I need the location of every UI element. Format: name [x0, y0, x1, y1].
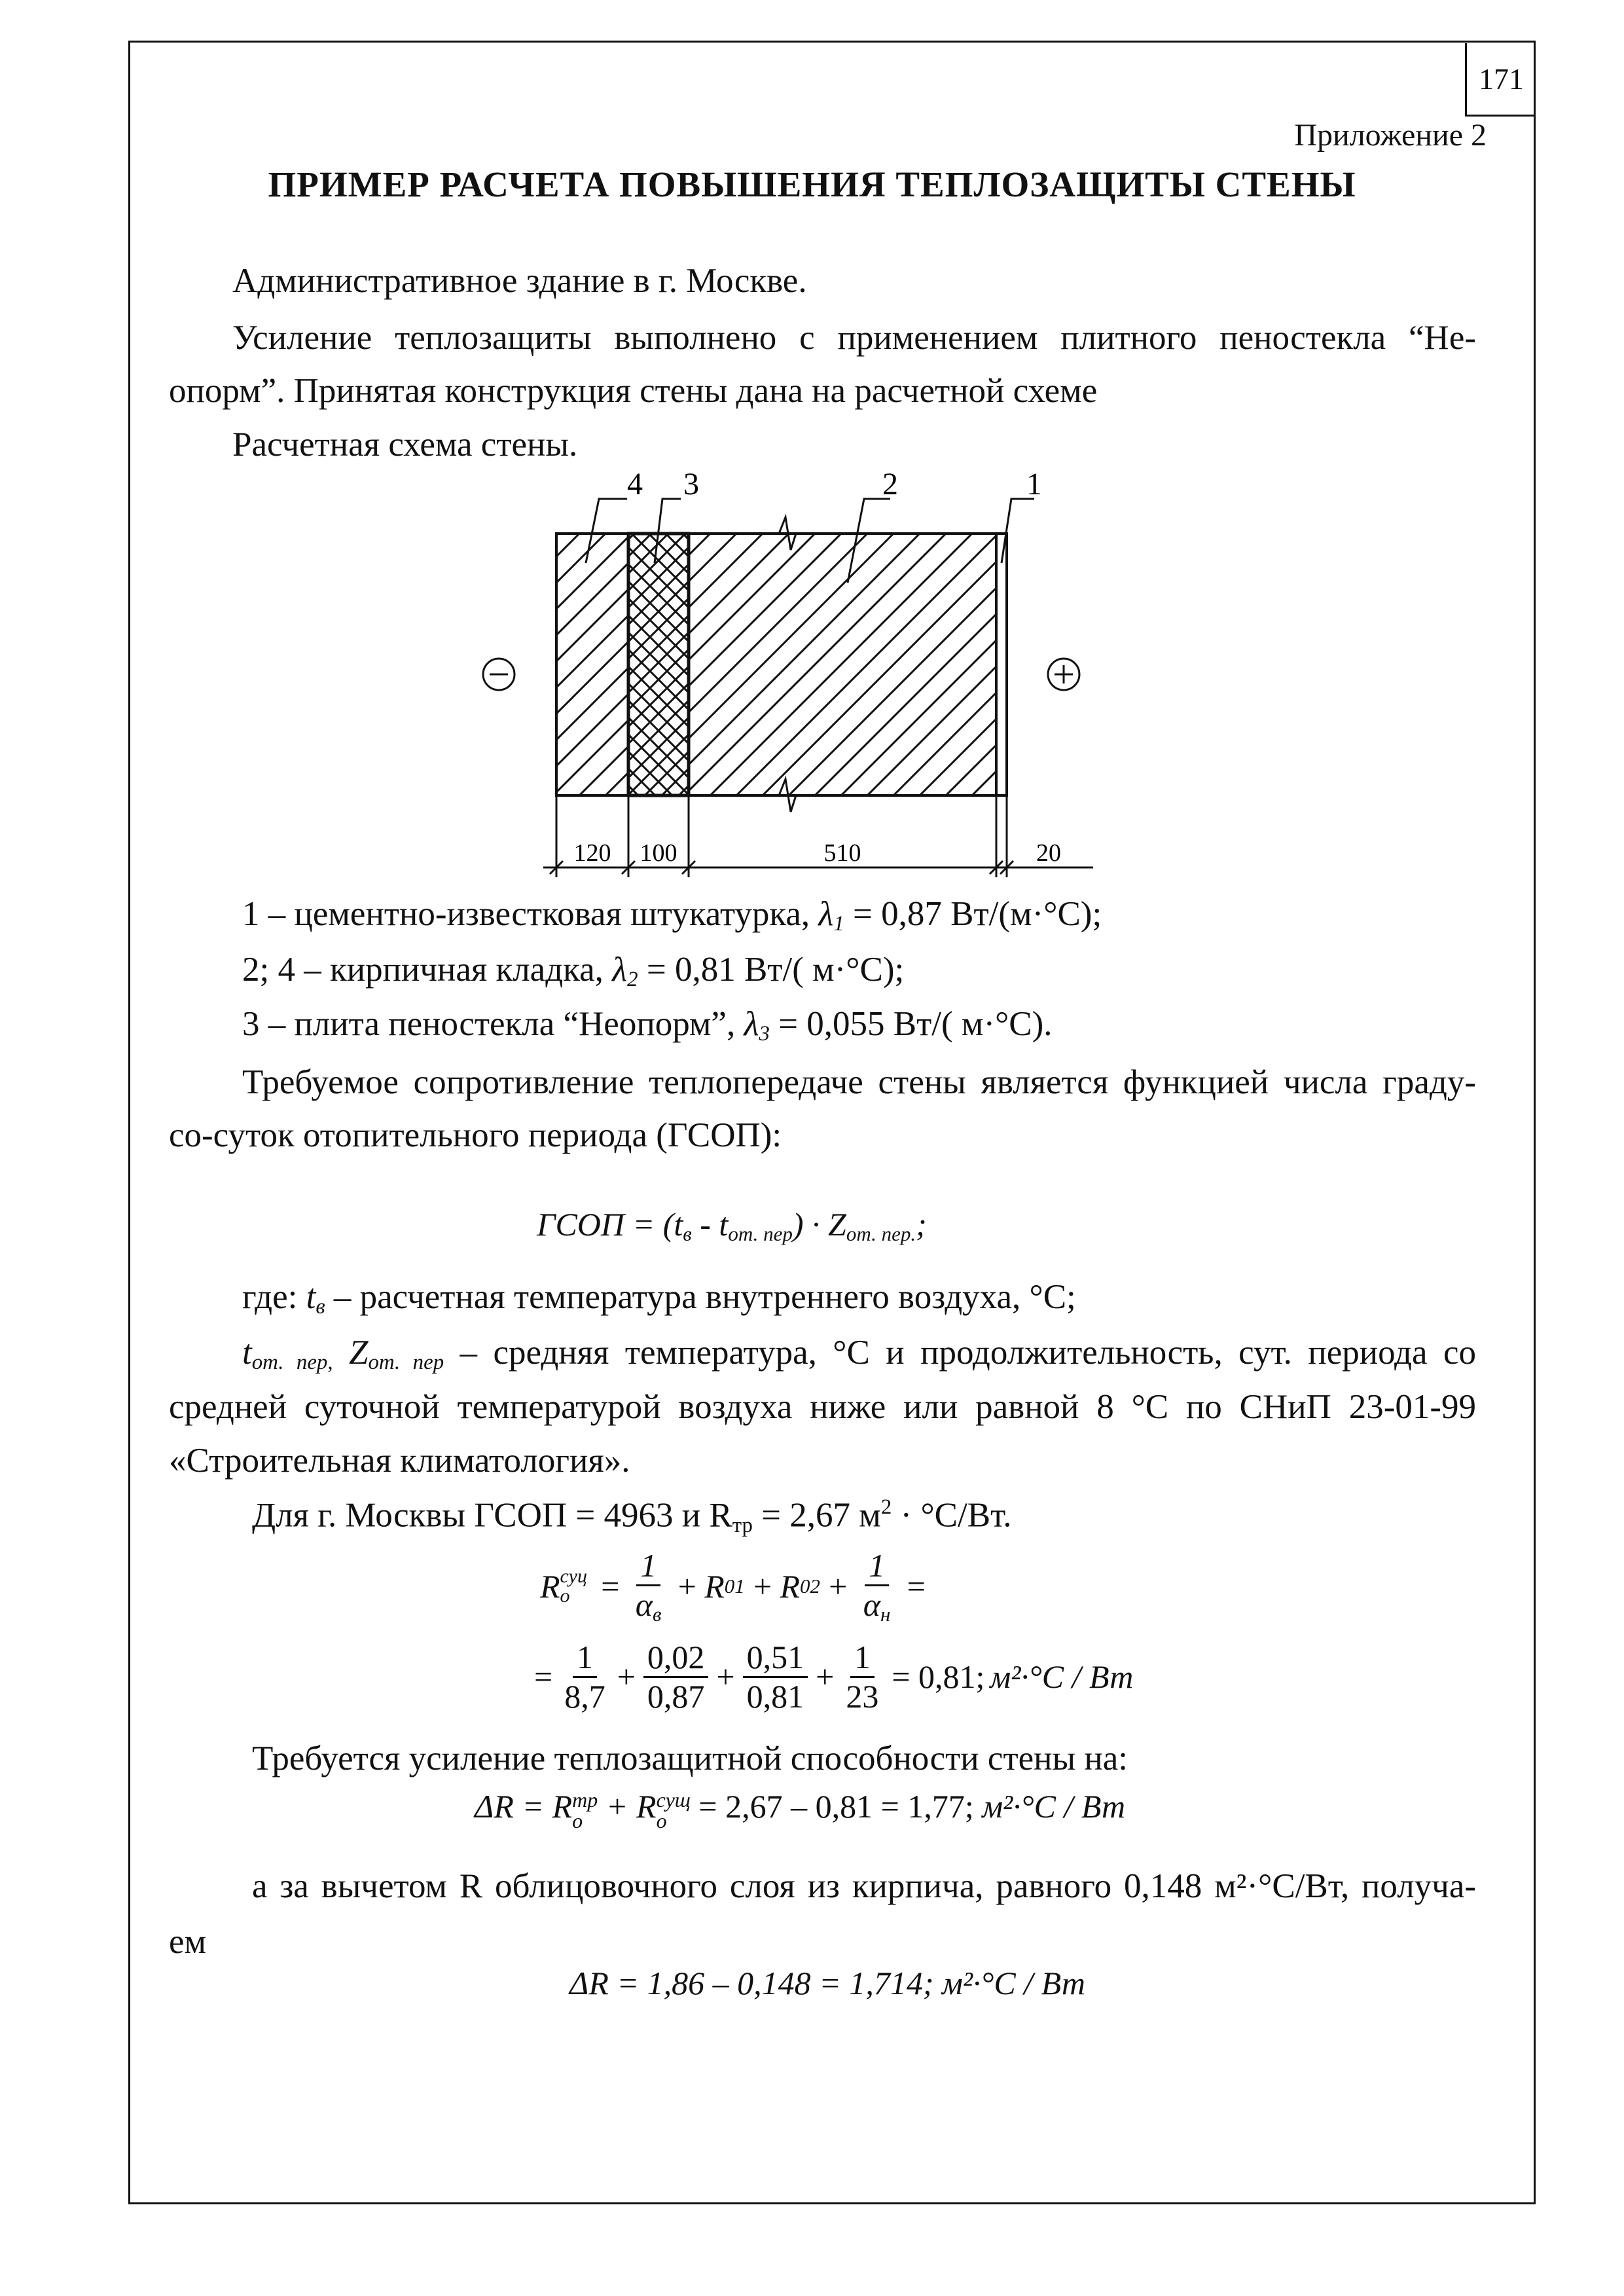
- dim-100: 100: [640, 839, 677, 867]
- where-line-1: где: $t_в$ – расчетная температура внутреннего воздуха, °С;: [242, 1278, 1076, 1319]
- label-layer-3: 3: [683, 467, 699, 501]
- r-formula-line-2: = $\frac{1}{8,7}$ + $\frac{0,02}{0,87}$ + $\frac{0,51}{0,81}$ + $\frac{1}{23}$ = 0,81; м²·°С / Вт: [534, 1639, 1134, 1715]
- layer-2-desc: 2; 4 – кирпичная кладка, $\lambda_2 = 0,81$ Вт/( м·°С);: [242, 951, 905, 992]
- where-line-4: «Строительная климатология».: [169, 1442, 630, 1480]
- dim-20: 20: [1036, 839, 1061, 867]
- wall-scheme-diagram: [471, 458, 1100, 877]
- layer-1-plaster: [996, 534, 1007, 795]
- gsop-formula: ГСОП = $(t_в - t_{от. пер}) \cdot Z_{от. пер.}$;: [537, 1206, 927, 1245]
- where-line-2: $t_{от. пер,}$ $Z_{от. пер}$ – средняя температура, °С и продолжительность, сут. периода со: [242, 1334, 1476, 1375]
- page-number: 171: [1465, 43, 1536, 117]
- page-title: ПРИМЕР РАСЧЕТА ПОВЫШЕНИЯ ТЕПЛОЗАЩИТЫ СТЕНЫ: [268, 164, 1356, 204]
- layer-2-brick: [689, 534, 996, 795]
- intro-line-2b: опорм”. Принятая конструкция стены дана на расчетной схеме: [169, 372, 1098, 410]
- dim-510: 510: [823, 839, 861, 867]
- delta-formula: ΔR = R тр о + R сущ о = 2,67 – 0,81 = 1,77; м²·°С / Вт: [475, 1787, 1126, 1832]
- layer-4-brick: [556, 534, 628, 795]
- layer-3-foamglass: [628, 534, 689, 795]
- dim-120: 120: [573, 839, 611, 867]
- intro-line-1: Административное здание в г. Москве.: [232, 262, 807, 300]
- final-formula: ΔR = 1,86 – 0,148 = 1,714; м²·°С / Вт: [569, 1965, 1085, 2001]
- after-line-1: а за вычетом R облицовочного слоя из кирпича, равного 0,148 м²·°С/Вт, получа-: [252, 1867, 1476, 1905]
- appendix-label: Приложение 2: [1294, 118, 1487, 153]
- r-formula-line-1: R суц о = $\frac{1}{\alpha_в}$ + R 01 + R 02 + $\frac{1}{\alpha_н}$ =: [540, 1547, 928, 1626]
- moscow-line: Для г. Москвы ГСОП = 4963 и $R_{тр} = 2,67$ $м^2 \cdot ^\circ С/Вт$.: [252, 1495, 1012, 1537]
- layer-1-desc: 1 – цементно-известковая штукатурка, $\lambda_1 = 0,87$ Вт/(м·°С);: [242, 895, 1102, 936]
- scheme-caption: Расчетная схема стены.: [232, 426, 578, 464]
- label-layer-1: 1: [1026, 467, 1042, 501]
- after-line-2: ем: [169, 1923, 207, 1961]
- gsop-line-2: со-суток отопительного периода (ГСОП):: [169, 1116, 782, 1154]
- label-layer-2: 2: [882, 467, 898, 501]
- label-layer-4: 4: [627, 467, 643, 501]
- gsop-line-1: Требуемое сопротивление теплопередаче стены является функцией числа граду-: [242, 1063, 1476, 1101]
- where-line-3: средней суточной температурой воздуха ниже или равной 8 °С по СНиП 23-01-99: [169, 1388, 1476, 1426]
- layer-3-desc: 3 – плита пеностекла “Неопорм”, $\lambda_3 = 0,055$ Вт/( м·°С).: [242, 1005, 1053, 1046]
- delta-intro: Требуется усиление теплозащитной способности стены на:: [252, 1740, 1128, 1777]
- intro-line-2a: Усиление теплозащиты выполнено с применением плитного пеностекла “Не-: [232, 319, 1476, 357]
